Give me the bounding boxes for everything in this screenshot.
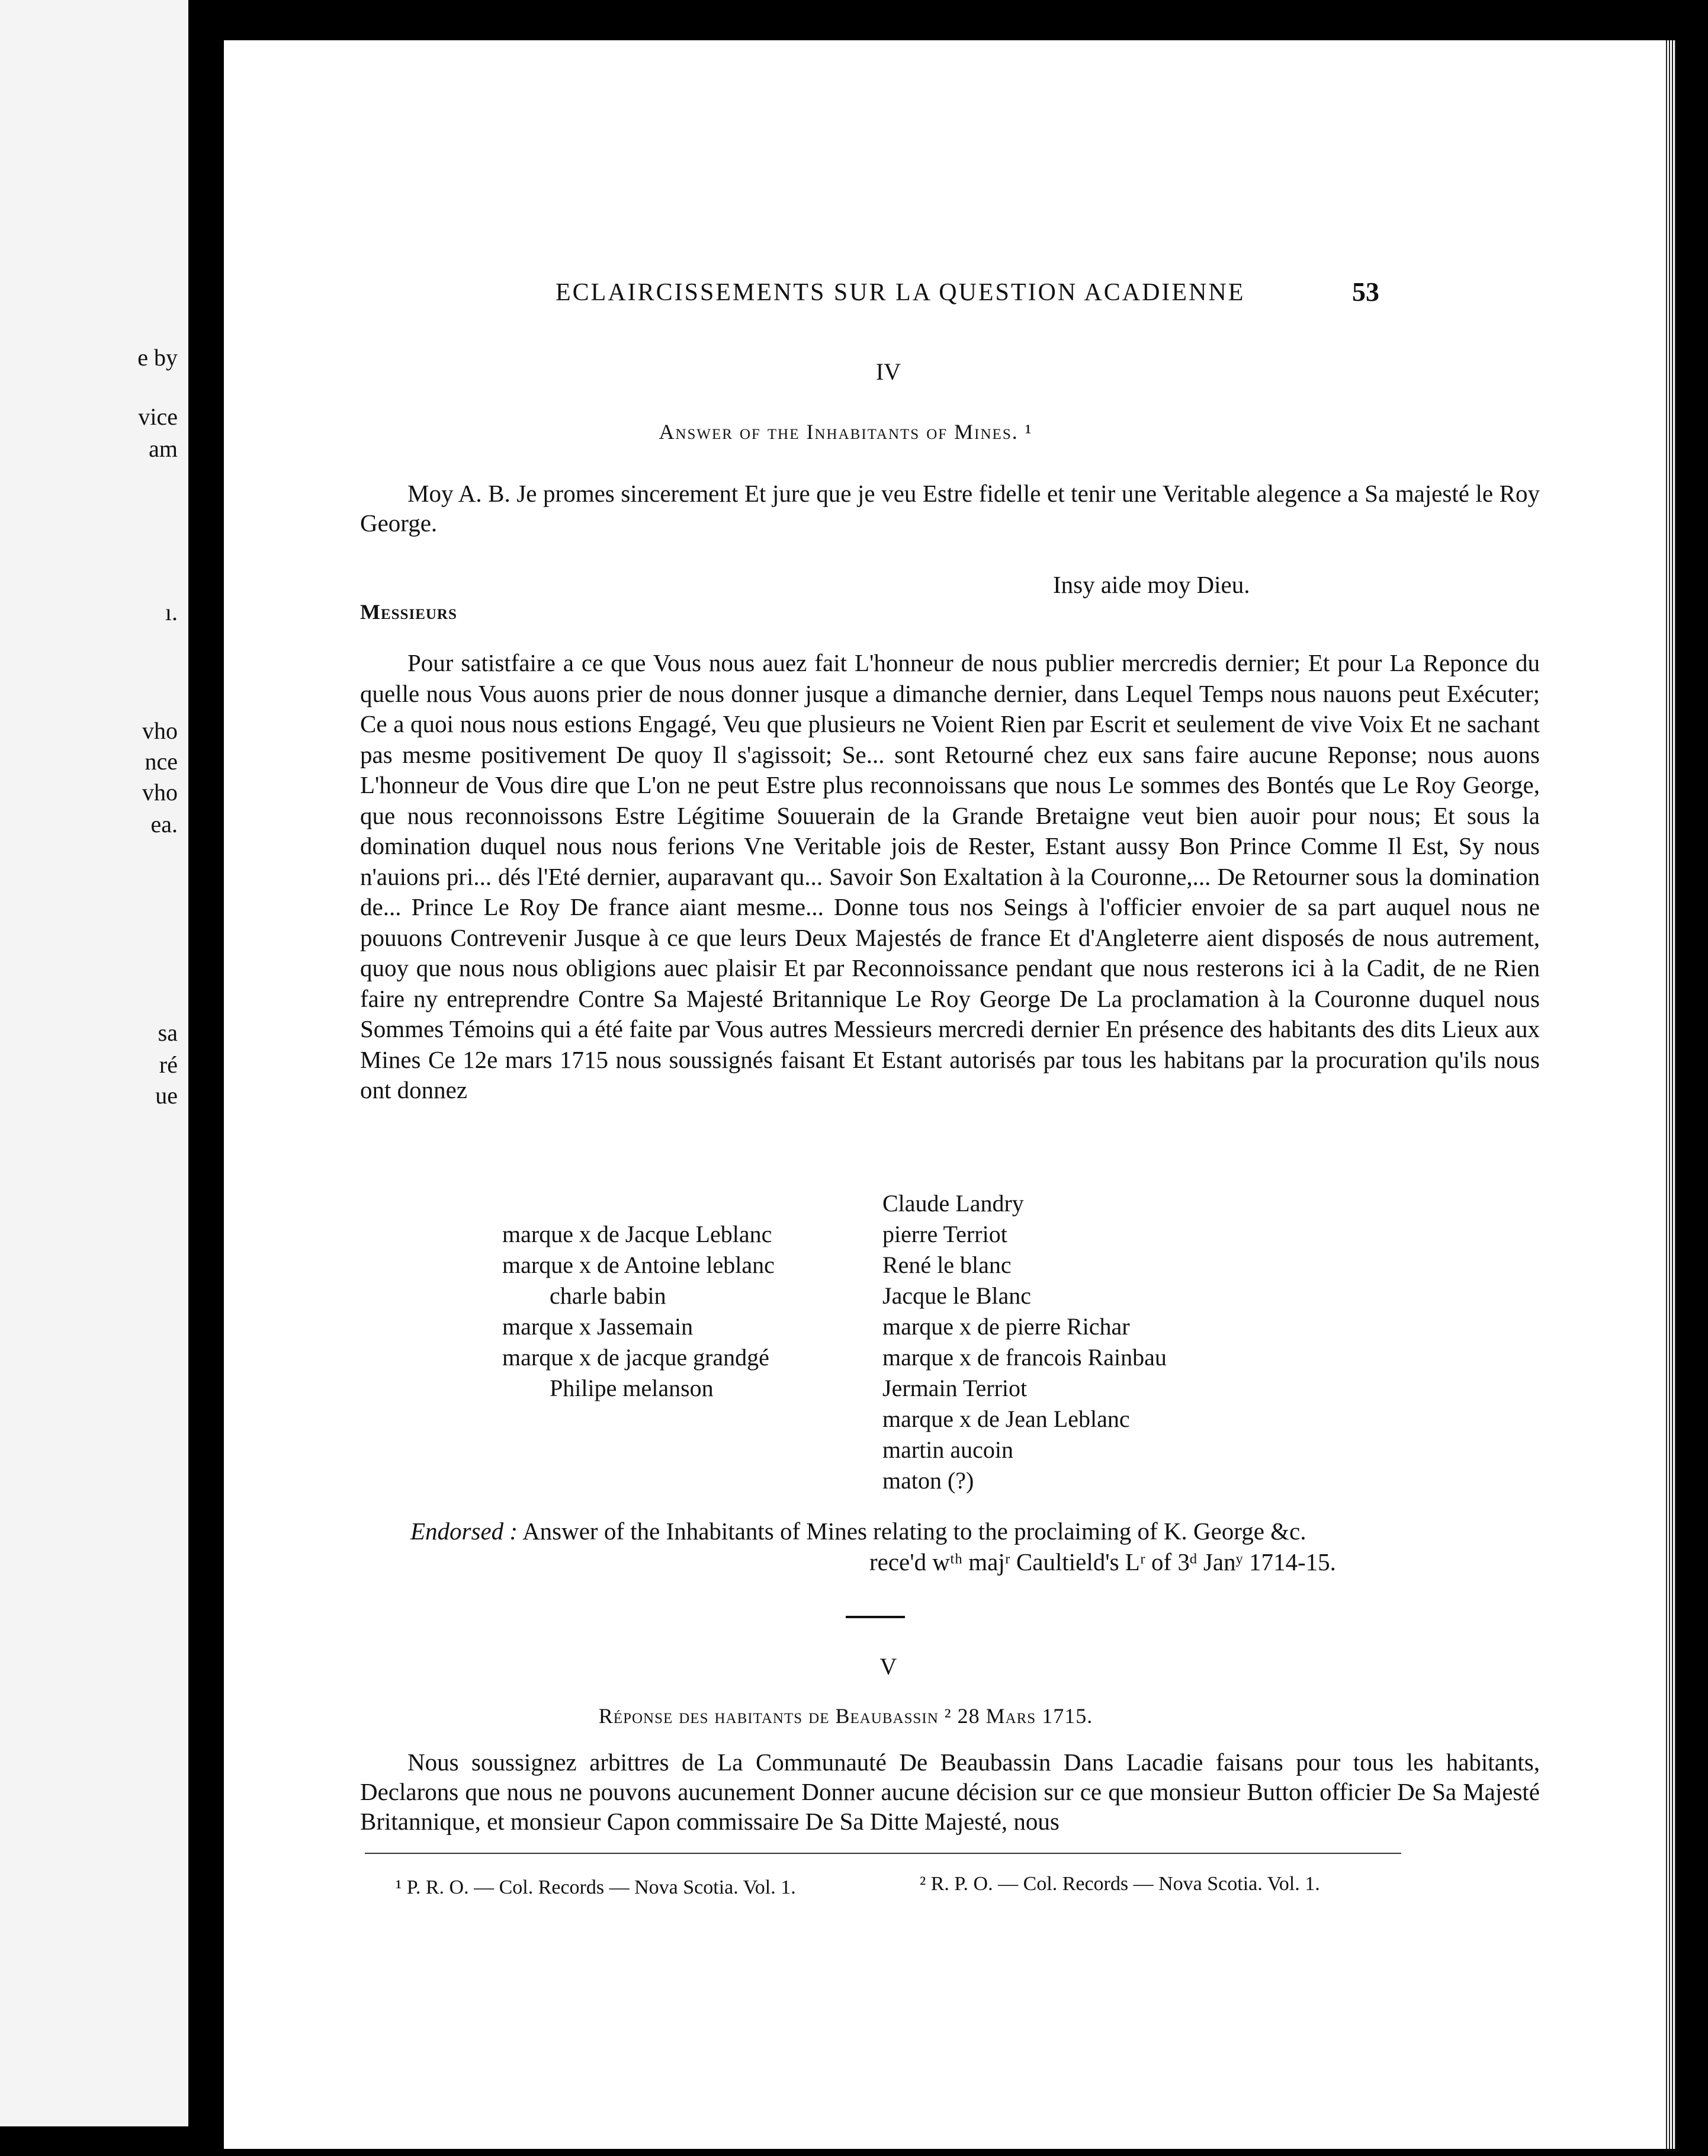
signature-line: pierre Terriot [882,1221,1007,1247]
signature-line: marque x Jassemain [502,1313,694,1340]
page-number: 53 [1352,277,1379,307]
oath-text: Moy A. B. Je promes sincerement Et jure que je veu Estre fidelle et tenir une Veritable alegence a Sa majesté le Roy George. [360,480,1540,537]
signature-line: marque x de Jacque Leblanc [502,1221,772,1247]
left-page-text-fragment: ı. [165,599,178,625]
section-iv-heading: Answer of the Inhabitants of Mines. ¹ [659,420,1033,444]
section-v-text: Nous soussignez arbittres de La Communauté De Beaubassin Dans Lacadie faisans pour tous les habitants, Declarons que nous ne pouvons aucunement Donner aucune décision sur ce que monsieur Button officier De Sa Majesté Britannique, et monsieur Capon commissaire De Sa Ditte Majesté, nous [360,1748,1540,1835]
oath-closing: Insy aide moy Dieu. [1053,571,1250,598]
book-spine [188,0,224,2156]
left-page-text-fragment: vho [142,717,178,744]
footnote-2: ² R. P. O. — Col. Records — Nova Scotia. Vol. 1. [920,1873,1320,1895]
signature-line: René le blanc [882,1252,1012,1278]
signature-line: martin aucoin [882,1436,1014,1463]
left-page-text-fragment: ea. [150,811,178,838]
section-iv-numeral: IV [875,358,901,385]
signature-line: Jermain Terriot [882,1375,1028,1401]
endorsed-label: Endorsed : [410,1517,518,1545]
signatures-left [502,1219,775,1404]
signature-line: marque x de francois Rainbau [882,1344,1167,1371]
signature-line: Jacque le Blanc [882,1282,1031,1309]
endorsed-line2: rece'd wᵗʰ majʳ Caultield's Lʳ of 3ᵈ Janʸ 1714-15. [869,1548,1336,1576]
signature-line: marque x de jacque grandgé [502,1344,769,1371]
section-divider [846,1616,905,1618]
signature-line: maton (?) [882,1467,974,1494]
endorsed-line1: Answer of the Inhabitants of Mines relating to the proclaiming of K. George &c. [522,1517,1306,1545]
left-page-text-fragment: e by [137,344,178,371]
running-head: ECLAIRCISSEMENTS SUR LA QUESTION ACADIENNE [556,279,1245,306]
footnote-rule [365,1853,1401,1854]
endorsement [410,1515,1306,1547]
left-page-text-fragment: am [149,435,178,462]
left-page-text-fragment: vho [142,779,178,806]
salutation: Messieurs [360,600,457,624]
left-page-text-fragment: nce [145,748,178,775]
signature-line: marque x de pierre Richar [882,1313,1130,1340]
left-page-text-fragment: ue [155,1082,178,1109]
signature-line: charle babin [550,1282,666,1309]
left-page-text-fragment: ré [159,1051,178,1078]
section-v-heading: Réponse des habitants de Beaubassin ² 28 Mars 1715. [598,1704,1093,1728]
section-v-numeral: V [879,1653,897,1680]
right-page [224,40,1676,2149]
signature-line: Claude Landry [882,1190,1024,1217]
page-edge [1664,40,1676,2149]
signature-line: marque x de Jean Leblanc [882,1406,1130,1432]
footnote-1: ¹ P. R. O. — Col. Records — Nova Scotia. Vol. 1. [396,1876,796,1898]
signature-line: marque x de Antoine leblanc [502,1252,775,1278]
left-page-text-fragment: sa [158,1019,178,1046]
signature-line: Philipe melanson [550,1375,714,1401]
signatures-right [882,1188,1167,1496]
left-page-text-fragment: vice [138,403,178,430]
letter-body: Pour satistfaire a ce que Vous nous auez fait L'honneur de nous publier mercredis dernier; Et pour La Reponce du quelle nous Vous auons prier de nous donner jusque a dimanche dernier, dans Lequel Temps nous nauons peut Exécuter; Ce a quoi nous nous estions Engagé, Veu que plusieurs ne Voient Rien par Escrit et seulement de vive Voix Et ne sachant pas mesme positivement De quoy Il s'agissoit; Se... sont Retourné chez eux sans faire aucune Reponse; nous auons L'honneur de Vous dire que L'on ne peut Estre plus reconnoissans que nous Le sommes des Bontés que Le Roy George, que nous reconnoissons Estre Légitime Souuerain de la Grande Bretaigne veut bien auoir pour nous; Et sous la domination duquel nous nous ferions Vne Veritable jois de Rester, Estant aussy Bon Prince Comme Il Est, Sy nous n'auions pri... dés l'Eté dernier, auparavant qu... Savoir Son Exaltation à la Couronne,... De Retourner sous la domination de... Prince Le Roy De france aiant mesme... Donne tous nos Seings à l'officier envoier de sa part auquel nous ne pouuons Contrevenir Jusque à ce que leurs Deux Majestés de france Et d'Angleterre aient disposés de nous autrement, quoy que nous nous obligions auec plaisir Et par Reconnoissance pendant que nous resterons ici à la Cadit, de ne Rien faire ny entreprendre Contre Sa Majesté Britannique Le Roy George De La proclamation à la Couronne duquel nous Sommes Témoins qui a été faite par Vous autres Messieurs mercredi dernier En présence des habitants des dits Lieux aux Mines Ce 12e mars 1715 nous soussignés faisant Et Estant autorisés par tous les habitans par la procuration qu'ils nous ont donnez [360,649,1540,1103]
left-page-fragment [0,0,190,2126]
